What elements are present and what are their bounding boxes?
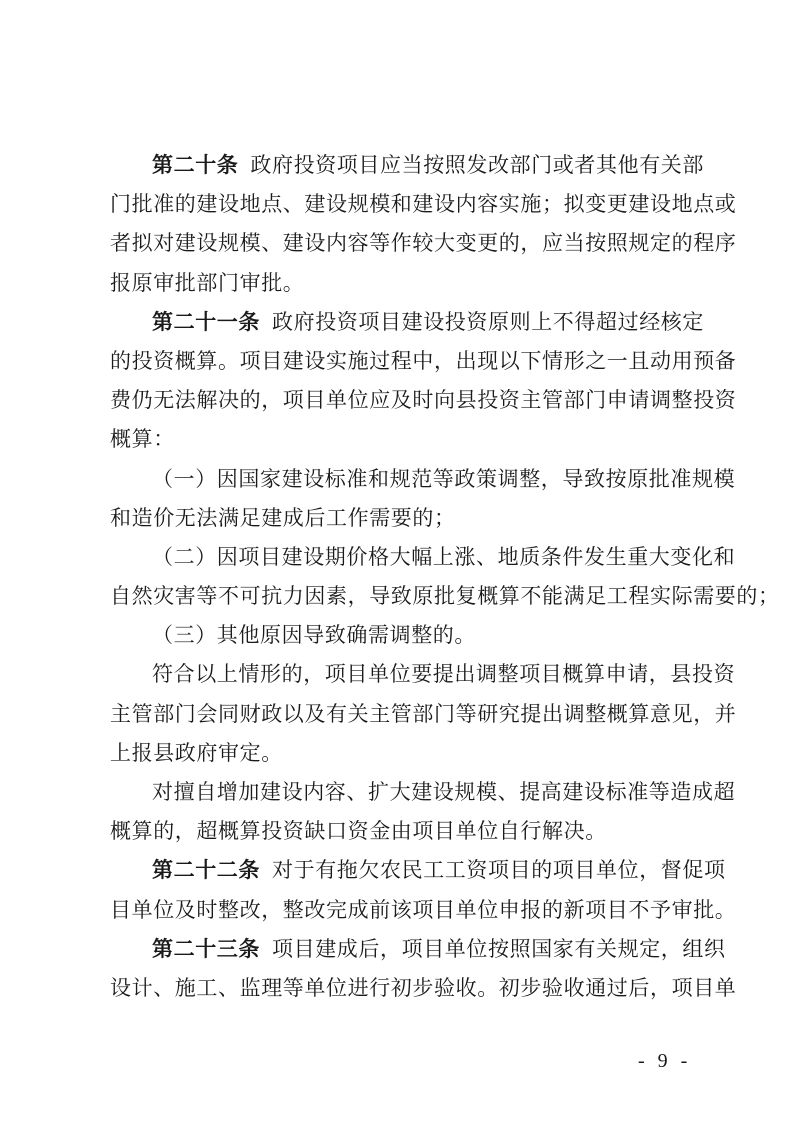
article-21-item-1-line-2: 和造价无法满足建成后工作需要的； bbox=[110, 505, 456, 530]
article-22-text: 对于有拖欠农民工工资项目的项目单位，督促项 bbox=[272, 858, 726, 883]
article-21-text: 政府投资项目建设投资原则上不得超过经核定 bbox=[272, 309, 704, 334]
article-21-item-3: （三）其他原因导致确需调整的。 bbox=[152, 623, 476, 648]
article-20-line-2: 门批准的建设地点、建设规模和建设内容实施；拟变更建设地点或 bbox=[110, 192, 737, 217]
page-number: - 9 - bbox=[638, 1050, 692, 1072]
article-21-line-3: 费仍无法解决的，项目单位应及时向县投资主管部门申请调整投资 bbox=[110, 388, 737, 413]
article-20-line-3: 者拟对建设规模、建设内容等作较大变更的，应当按照规定的程序 bbox=[110, 231, 737, 256]
unauthorized-para-line-2: 概算的，超概算投资缺口资金由项目单位自行解决。 bbox=[110, 819, 607, 844]
article-21-line-4: 概算： bbox=[110, 427, 175, 452]
compliance-para-line-2: 主管部门会同财政以及有关主管部门等研究提出调整概算意见，并 bbox=[110, 701, 737, 726]
article-21-line-1 bbox=[110, 303, 704, 342]
document-page bbox=[110, 146, 780, 1008]
article-22-line-1 bbox=[110, 851, 726, 890]
article-20-line-1 bbox=[110, 146, 705, 185]
compliance-para-line-1: 符合以上情形的，项目单位要提出调整项目概算申请，县投资 bbox=[152, 662, 736, 687]
unauthorized-para-line-1: 对擅自增加建设内容、扩大建设规模、提高建设标准等造成超 bbox=[152, 780, 736, 804]
article-20-text: 政府投资项目应当按照发改部门或者其他有关部 bbox=[250, 153, 705, 177]
compliance-para-line-3: 上报县政府审定。 bbox=[110, 740, 283, 765]
article-23-text: 项目建成后，项目单位按照国家有关规定，组织 bbox=[272, 936, 726, 961]
article-21-line-2: 的投资概算。项目建设实施过程中，出现以下情形之一且动用预备 bbox=[110, 348, 737, 373]
article-22-number: 第二十二条 bbox=[152, 858, 260, 883]
article-21-item-2-line-1: （二）因项目建设期价格大幅上涨、地质条件发生重大变化和 bbox=[152, 544, 736, 569]
article-20-number: 第二十条 bbox=[152, 153, 239, 177]
article-22-line-2: 目单位及时整改，整改完成前该项目单位申报的新项目不予审批。 bbox=[110, 897, 737, 922]
article-20-line-4: 报原审批部门审批。 bbox=[110, 270, 305, 295]
article-21-item-1-line-1: （一）因国家建设标准和规范等政策调整，导致按原批准规模 bbox=[152, 466, 736, 491]
article-23-line-1 bbox=[110, 930, 726, 969]
article-23-line-2: 设计、施工、监理等单位进行初步验收。初步验收通过后，项目单 bbox=[110, 975, 737, 1000]
article-23-number: 第二十三条 bbox=[152, 936, 260, 961]
article-21-item-2-line-2: 自然灾害等不可抗力因素，导致原批复概算不能满足工程实际需要的； bbox=[110, 584, 780, 609]
article-21-number: 第二十一条 bbox=[152, 309, 260, 334]
